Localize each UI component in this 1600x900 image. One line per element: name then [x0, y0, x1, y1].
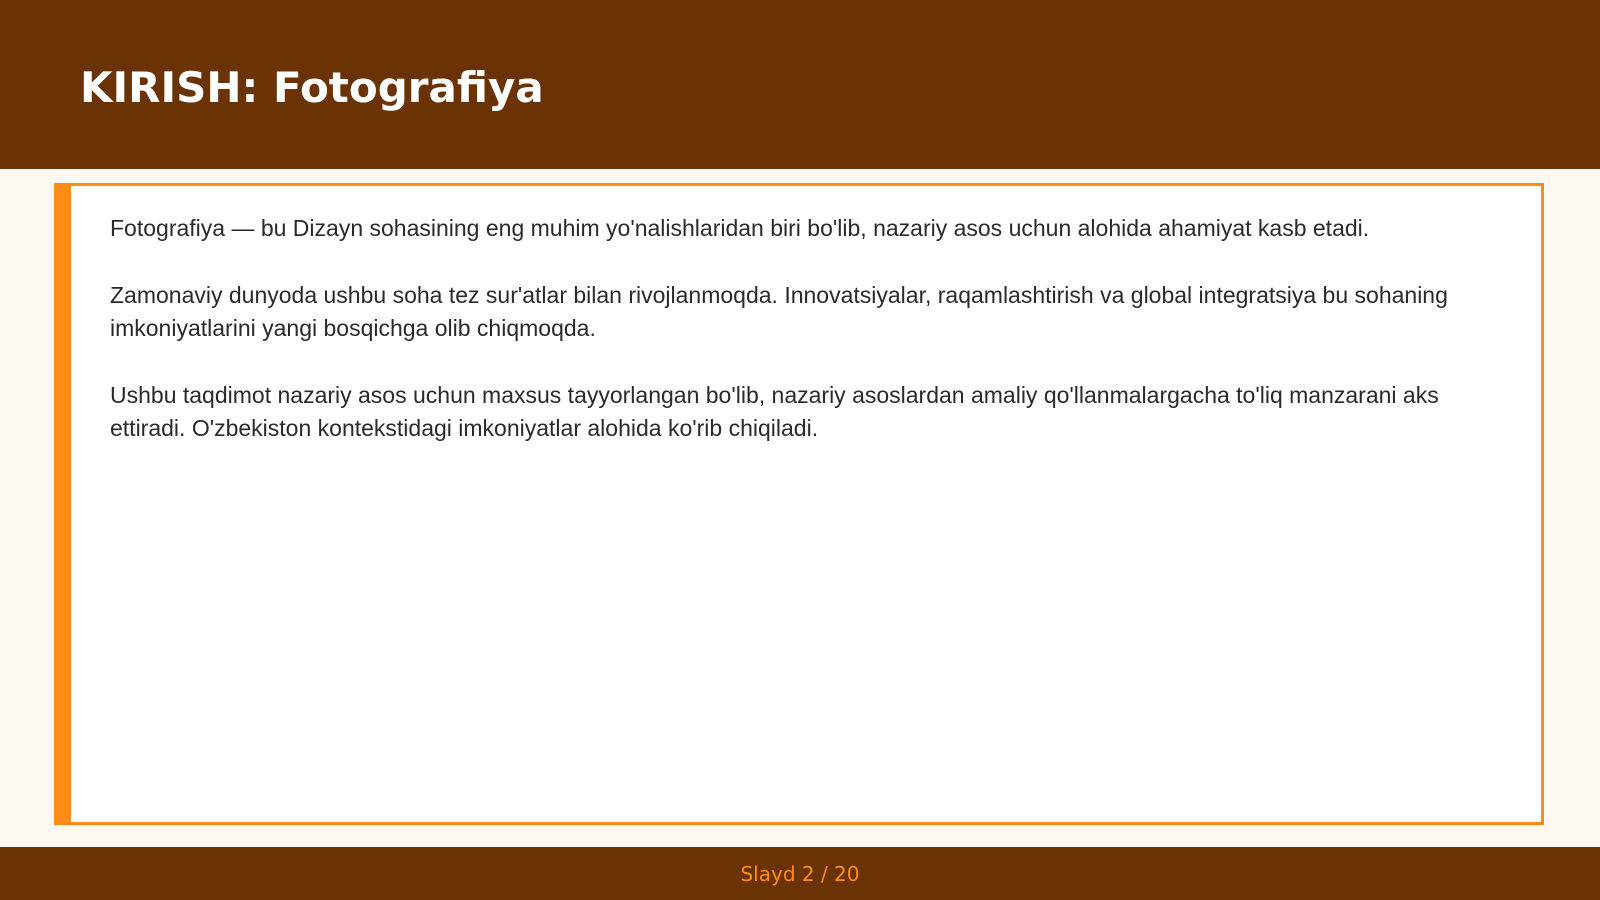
content-text [110, 212, 1510, 479]
paragraph-3: Ushbu taqdimot nazariy asos uchun maxsus tayyorlangan bo'lib, nazariy asoslardan amaliy qo'llanmalargacha to'liq manzarani aks ettiradi. O'zbekiston kontekstidagi imkoniyatlar alohida ko'rib chiqiladi. [110, 382, 1439, 441]
slide-number: Slayd 2 / 20 [740, 861, 860, 886]
paragraph-1: Fotografiya — bu Dizayn sohasining eng muhim yo'nalishlaridan biri bo'lib, nazariy asos uchun alohida ahamiyat kasb etadi. [110, 215, 1370, 241]
content-box [54, 183, 1544, 825]
paragraph-2: Zamonaviy dunyoda ushbu soha tez sur'atlar bilan rivojlanmoqda. Innovatsiyalar, raqamlashtirish va global integratsiya bu sohaning imkoniyatlarini yangi bosqichga olib chiqmoqda. [110, 282, 1448, 341]
slide-header [0, 0, 1600, 169]
slide-footer [0, 847, 1600, 900]
slide-title: KIRISH: Fotografiya [80, 63, 544, 112]
